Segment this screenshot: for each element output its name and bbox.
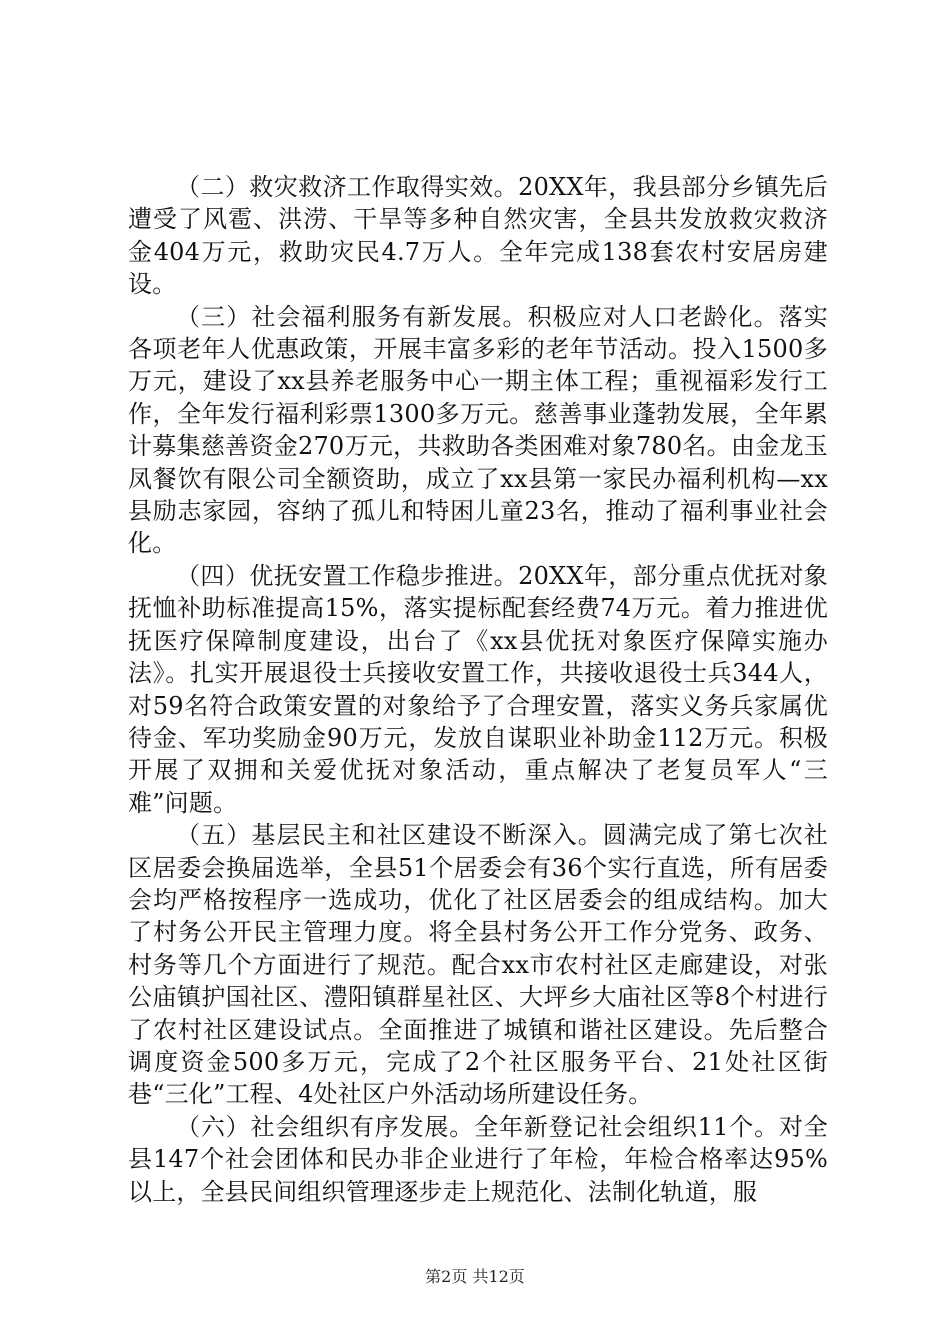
paragraph-veterans-placement: （四）优抚安置工作稳步推进。20XX年，部分重点优抚对象抚恤补助标准提高15%，落实提标配套经费74万元。着力推进优抚医疗保障制度建设，出台了《xx县优抚对象医疗保障实施办法》。扎实开展退役士兵接收安置工作，共接收退役士兵344人，对59名符合政策安置的对象给予了合理安置，落实义务兵家属优待金、军功奖励金90万元，发放自谋职业补助金112万元。积极开展了双拥和关爱优抚对象活动，重点解决了老复员军人“三难”问题。 [128,561,828,817]
paragraph-social-organizations: （六）社会组织有序发展。全年新登记社会组织11个。对全县147个社会团体和民办非企业进行了年检，年检合格率达95%以上，全县民间组织管理逐步走上规范化、法制化轨道，服 [128,1112,828,1206]
paragraph-community-building: （五）基层民主和社区建设不断深入。圆满完成了第七次社区居委会换届选举，全县51个居委会有36个实行直选，所有居委会均严格按程序一选成功，优化了社区居委会的组成结构。加大了村务公开民主管理力度。将全县村务公开工作分党务、政务、村务等几个方面进行了规范。配合xx市农村社区走廊建设，对张公庙镇护国社区、澧阳镇群星社区、大坪乡大庙社区等8个村进行了农村社区建设试点。全面推进了城镇和谐社区建设。先后整合调度资金500多万元，完成了2个社区服务平台、21处社区街巷“三化”工程、4处社区户外活动场所建设任务。 [128,821,828,1109]
page-number-footer: 第2页 共12页 [425,1267,525,1286]
paragraph-disaster-relief: （二）救灾救济工作取得实效。20XX年，我县部分乡镇先后遭受了风雹、洪涝、干旱等多种自然灾害，全县共发放救灾救济金404万元，救助灾民4.7万人。全年完成138套农村安居房建设。 [128,173,828,299]
paragraph-social-welfare: （三）社会福利服务有新发展。积极应对人口老龄化。落实各项老年人优惠政策，开展丰富多彩的老年节活动。投入1500多万元，建设了xx县养老服务中心一期主体工程；重视福彩发行工作，全年发行福利彩票1300多万元。慈善事业蓬勃发展，全年累计募集慈善资金270万元，共救助各类困难对象780名。由金龙玉凤餐饮有限公司全额资助，成立了xx县第一家民办福利机构—xx县励志家园，容纳了孤儿和特困儿童23名，推动了福利事业社会化。 [128,302,828,558]
document-body [128,171,828,1208]
